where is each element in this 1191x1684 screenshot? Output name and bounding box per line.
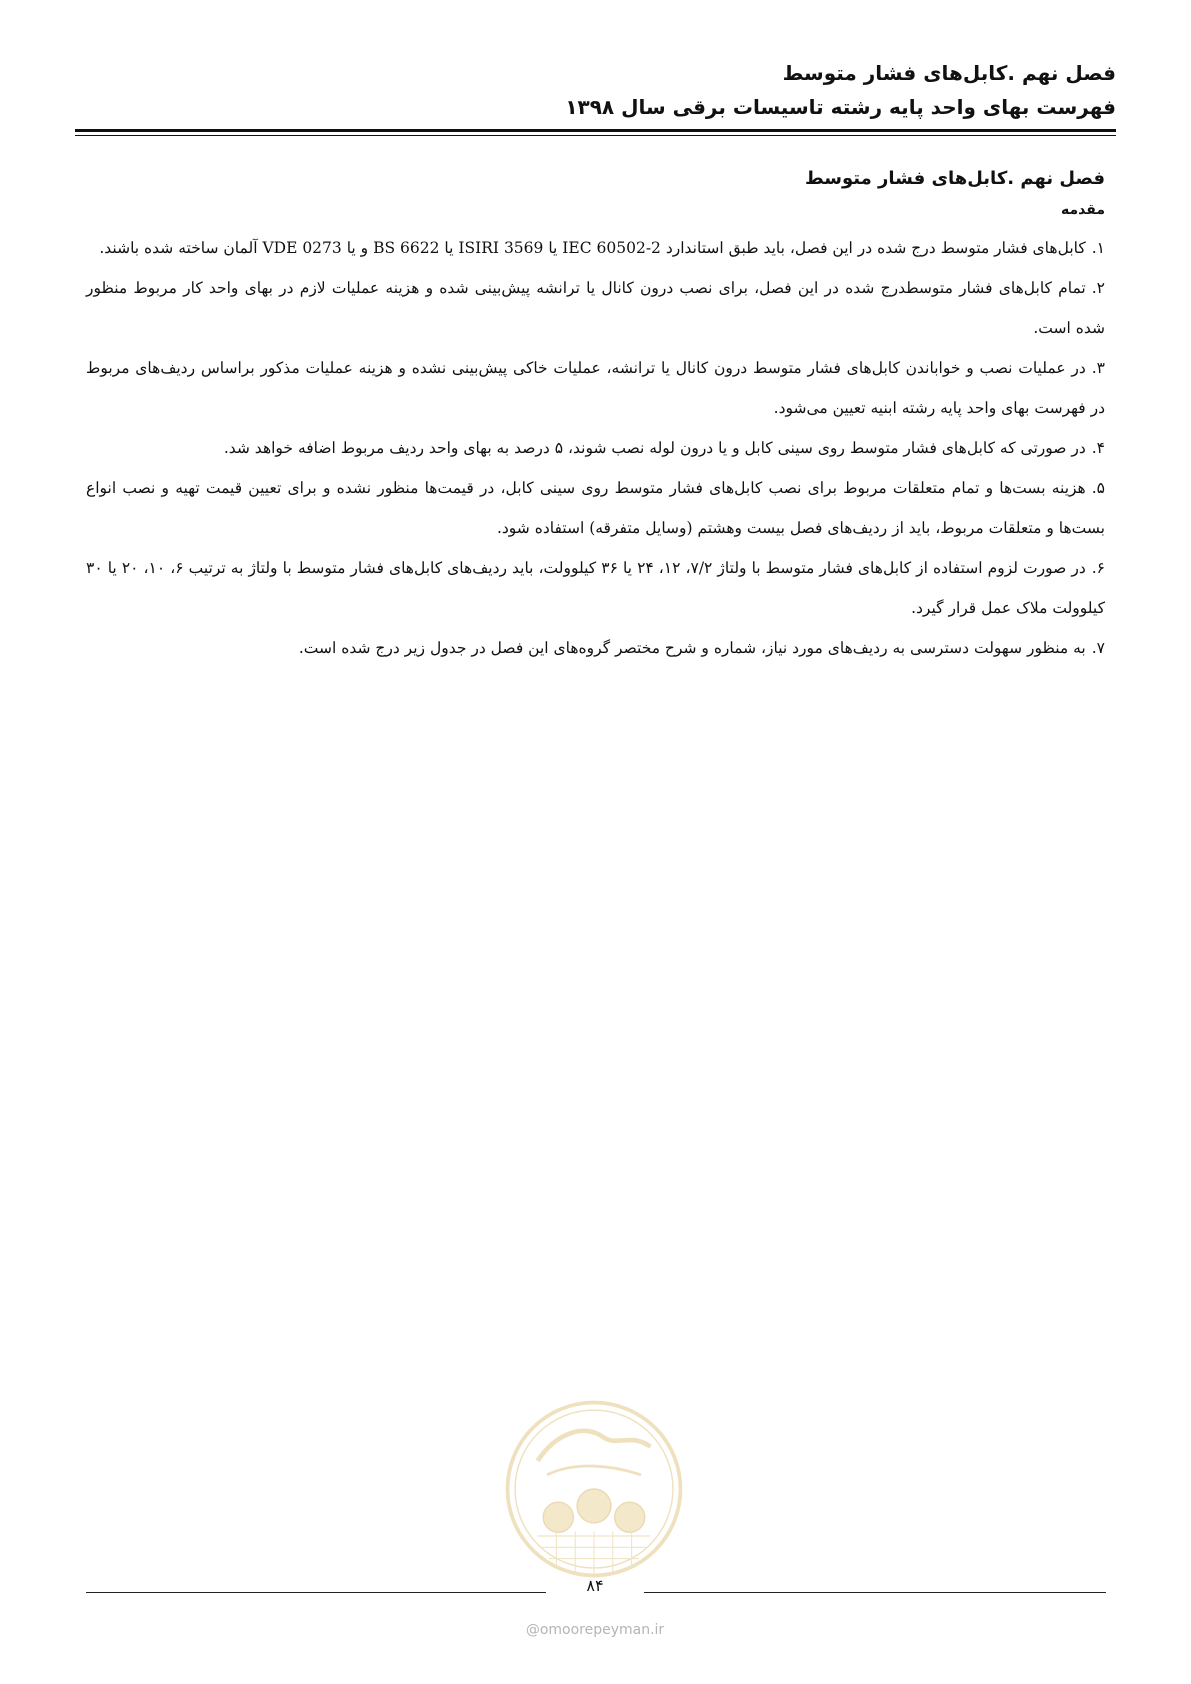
paragraph-3 [86, 348, 1105, 428]
paragraph-text: تمام کابل‌های فشار متوسطدرج شده در این فصل، برای نصب درون کانال یا ترانشه پیش‌بینی شده و هزینه عملیات لازم در بهای واحد کار مربوط منظور شده است. [86, 279, 1105, 337]
paragraph-text: کابل‌های فشار متوسط درج شده در این فصل، باید طبق استاندارد IEC 60502-2 یا ISIRI 3569 یا BS 6622 و یا VDE 0273 آلمان ساخته شده باشند. [99, 239, 1086, 257]
paragraph-text: به منظور سهولت دسترسی به ردیف‌های مورد نیاز، شماره و شرح مختصر گروه‌های این فصل در جدول زیر درج شده است. [298, 639, 1086, 657]
introduction-heading: مقدمه [1061, 202, 1105, 218]
paragraph-4 [86, 428, 1105, 468]
page-number: ۸۴ [586, 1576, 604, 1595]
footer-divider-right [644, 1592, 1106, 1593]
paragraph-1 [86, 228, 1105, 268]
paragraph-number: ۴. [1091, 439, 1105, 457]
paragraph-7 [86, 628, 1105, 668]
paragraph-text: هزینه بست‌ها و تمام متعلقات مربوط برای نصب کابل‌های فشار متوسط روی سینی کابل، در قیمت‌ها منظور نشده و برای تعیین قیمت تهیه و نصب انواع بست‌ها و متعلقات مربوط، باید از ردیف‌های فصل بیست وهشتم (وسایل متفرقه) استفاده شود. [86, 479, 1105, 537]
main-content [86, 162, 1105, 668]
watermark-logo-icon [500, 1395, 688, 1583]
paragraph-text: در صورت لزوم استفاده از کابل‌های فشار متوسط با ولتاژ ۷/۲، ۱۲، ۲۴ یا ۳۶ کیلوولت، باید ردیف‌های کابل‌های فشار متوسط با ولتاژ به ترتیب ۶، ۱۰، ۲۰ یا ۳۰ کیلوولت ملاک عمل قرار گیرد. [86, 559, 1105, 617]
footer-divider-left [86, 1592, 546, 1593]
paragraph-number: ۵. [1091, 479, 1105, 497]
paragraph-6 [86, 548, 1105, 628]
paragraph-number: ۱. [1091, 239, 1105, 257]
paragraph-text: در عملیات نصب و خواباندن کابل‌های فشار متوسط درون کانال یا ترانشه، عملیات خاکی پیش‌بینی نشده و هزینه عملیات مذکور براساس ردیف‌های مربوط در فهرست بهای واحد پایه رشته ابنیه تعیین می‌شود. [86, 359, 1105, 417]
paragraph-text: در صورتی که کابل‌های فشار متوسط روی سینی کابل و یا درون لوله نصب شوند، ۵ درصد به بهای واحد ردیف مربوط اضافه خواهد شد. [223, 439, 1086, 457]
paragraph-number: ۳. [1091, 359, 1105, 377]
chapter-title: فصل نهم .کابل‌های فشار متوسط [804, 168, 1105, 189]
page-header [75, 56, 1116, 124]
header-document-title: فهرست بهای واحد پایه رشته تاسیسات برقی سال ۱۳۹۸ [565, 95, 1116, 119]
header-chapter-title: فصل نهم .کابل‌های فشار متوسط [782, 61, 1116, 85]
header-divider-thick [75, 129, 1116, 132]
paragraph-number: ۶. [1091, 559, 1105, 577]
paragraph-number: ۷. [1091, 639, 1105, 657]
paragraph-2 [86, 268, 1105, 348]
footer-website-url: @omoorepeyman.ir [525, 1622, 665, 1638]
header-divider-thin [75, 135, 1116, 136]
paragraph-5 [86, 468, 1105, 548]
paragraph-number: ۲. [1091, 279, 1105, 297]
